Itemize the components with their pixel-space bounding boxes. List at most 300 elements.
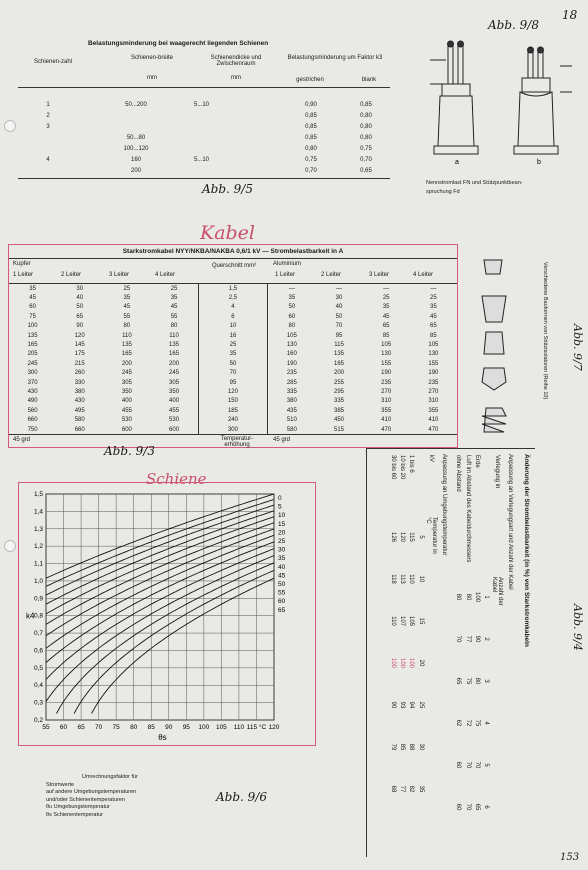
thickness-cell <box>194 132 280 143</box>
copper-value: 750 <box>27 426 38 433</box>
table-9-4-section-2: Anpassung an Umgebungstemperatur <box>441 454 448 556</box>
cable-count-label: Anzahl der Kabel <box>491 577 503 606</box>
copper-value: 215 <box>74 360 85 367</box>
voltage-range: 1 bis 6 <box>408 455 415 473</box>
table-row <box>18 165 390 176</box>
percent-value: 126 <box>389 531 396 542</box>
copper-value: 55 <box>123 313 131 320</box>
aluminium-value: 410 <box>381 417 392 424</box>
aluminium-value: 130 <box>381 351 392 358</box>
percent-value: 70 <box>464 761 471 769</box>
table-9-5-title: Belastungsminderung bei waagerecht liegenden Schienen <box>88 40 269 47</box>
voltage-range: 30 bis 60 <box>389 455 396 480</box>
temperature-value: 30 <box>417 743 424 751</box>
aluminium-value: 105 <box>381 342 392 349</box>
cable-count: 6 <box>483 805 490 809</box>
percent-value: 88 <box>408 743 415 751</box>
legend-line-2: auf andere Umgebungstemperaturen <box>46 789 137 795</box>
cross-section-value: 120 <box>198 387 268 396</box>
table-9-4 <box>370 454 530 854</box>
curve-label: 50 <box>278 581 286 588</box>
aluminium-value: 335 <box>334 398 345 405</box>
table-9-5-body <box>18 99 390 176</box>
curve-label: 10 <box>278 512 286 520</box>
percent-value: 70 <box>473 761 480 769</box>
x-tick-label: 100 <box>198 724 210 731</box>
table-row <box>453 454 462 828</box>
aluminium-value: 25 <box>430 295 437 302</box>
insulator-b-label: b <box>537 159 541 166</box>
conductor-count-header: 2 Leiter <box>321 272 342 278</box>
bare-factor-cell: 0,75 <box>360 145 372 152</box>
binder-hole <box>4 540 16 552</box>
copper-label: Kupfer <box>13 261 31 267</box>
temperature-value: 5 <box>417 535 424 539</box>
copper-value: 135 <box>169 342 180 349</box>
aluminium-value: 380 <box>286 398 297 405</box>
table-row <box>18 154 390 165</box>
copper-value: 50 <box>76 304 84 311</box>
table-row <box>9 293 457 302</box>
aluminium-value: 85 <box>430 332 437 339</box>
painted-factor-cell: 0,75 <box>305 156 317 163</box>
y-tick-label: 1,0 <box>33 577 43 585</box>
aluminium-value: 50 <box>288 304 296 311</box>
copper-value: 330 <box>74 379 85 386</box>
y-tick-label: 0,3 <box>33 699 43 707</box>
percent-value: 100 <box>408 657 415 668</box>
aluminium-value: 30 <box>335 295 343 302</box>
insulator-shape-5 <box>482 408 506 432</box>
bare-factor-cell: 0,85 <box>360 101 372 108</box>
copper-value: 350 <box>169 388 180 395</box>
aluminium-value: 285 <box>286 379 297 386</box>
width-cell: 50...200 <box>125 101 147 108</box>
percent-value: 65 <box>473 803 480 811</box>
percent-value: 105 <box>408 615 415 626</box>
thickness-cell: 5...10 <box>194 156 210 163</box>
insulator-shape-1 <box>484 260 502 274</box>
width-cell: 160 <box>130 156 141 163</box>
copper-value: 45 <box>123 304 131 311</box>
copper-value: 40 <box>76 295 84 302</box>
curve-label: 0 <box>278 495 282 502</box>
percent-value: 80 <box>455 593 462 601</box>
aluminium-value: 130 <box>428 351 439 358</box>
curve-label: 15 <box>278 520 286 528</box>
aluminium-value: 235 <box>381 379 392 386</box>
percent-value: 70 <box>464 803 471 811</box>
legend-title: Umrechnungsfaktor für <box>82 774 138 780</box>
insulator-a-label: a <box>455 159 459 166</box>
copper-value: 145 <box>74 342 85 349</box>
percent-value: 100 <box>473 591 480 602</box>
copper-value: 135 <box>121 342 132 349</box>
cross-section-value: 150 <box>198 397 268 406</box>
cross-section-value: 2,5 <box>198 293 268 302</box>
copper-value: 60 <box>29 304 36 311</box>
conductor-count-header: 1 Leiter <box>275 272 296 278</box>
aluminium-value: 235 <box>286 370 297 377</box>
percent-value: 107 <box>398 615 405 626</box>
table-row <box>482 454 491 828</box>
footer-right: 45 grd <box>273 437 291 444</box>
count-cell <box>18 143 78 154</box>
copper-value: 25 <box>170 285 178 292</box>
aluminium-value: 135 <box>334 351 345 358</box>
table-row <box>9 425 457 434</box>
table-row <box>9 369 457 378</box>
footer-left: 45 grd <box>13 437 31 444</box>
copper-value: 205 <box>27 351 38 358</box>
copper-value: 260 <box>74 370 85 377</box>
curve-label: 5 <box>278 503 282 511</box>
cross-section-value: 6 <box>198 312 268 321</box>
header-width: Schienen-breite <box>130 55 174 61</box>
header-painted: gestrichen <box>296 77 324 83</box>
copper-value: 35 <box>170 295 178 302</box>
aluminium-value: 105 <box>428 342 439 349</box>
copper-value: 135 <box>27 332 38 339</box>
percent-value: 85 <box>398 743 405 751</box>
figure-9-7-insulators <box>474 256 534 446</box>
width-cell: 50...80 <box>126 134 146 141</box>
voltage-label: kV <box>428 455 435 463</box>
count-cell: 3 <box>46 123 50 130</box>
x-tick-label: 55 <box>42 724 50 731</box>
copper-value: 495 <box>74 407 85 414</box>
aluminium-value: 155 <box>428 360 439 367</box>
header-bare: blank <box>361 77 377 83</box>
laying-type: Luft im Abstand des Kabeldurchmessers <box>464 455 471 563</box>
conductor-count-header: 3 Leiter <box>109 272 130 278</box>
copper-value: 660 <box>74 426 85 433</box>
x-tick-label: 80 <box>130 724 138 731</box>
cross-section-value: 300 <box>198 425 268 434</box>
insulator-a-drawing <box>430 41 478 154</box>
cross-section-value: 16 <box>198 331 268 340</box>
aluminium-value: 335 <box>286 388 297 395</box>
table-row <box>425 454 437 810</box>
copper-value: 75 <box>29 313 36 320</box>
curve-ambient-0 <box>46 494 274 578</box>
table-9-4-title: Änderung der Strombelastbarkeit (in %) von Starkstromkabeln <box>523 454 530 647</box>
aluminium-value: — <box>336 285 343 292</box>
aluminium-value: 50 <box>335 313 343 320</box>
table-9-3 <box>8 244 458 448</box>
copper-value: 25 <box>123 285 131 292</box>
copper-value: 400 <box>121 398 132 405</box>
temperature-value: 10 <box>417 575 424 583</box>
aluminium-value: 270 <box>381 388 392 395</box>
percent-value: 118 <box>389 574 396 584</box>
aluminium-value: 190 <box>428 370 439 377</box>
aluminium-value: 115 <box>334 342 344 349</box>
table-9-3-body <box>9 283 457 434</box>
label-9-7: Abb. 9/7 <box>571 324 584 371</box>
cable-count: 1 <box>483 595 490 599</box>
label-9-4: Abb. 9/4 <box>571 604 584 651</box>
copper-value: 455 <box>121 407 132 414</box>
y-axis-label: k4 <box>26 611 35 621</box>
painted-factor-cell: 0,80 <box>305 145 317 152</box>
aluminium-value: 435 <box>286 407 297 414</box>
x-axis-label: θs <box>158 733 167 742</box>
bare-factor-cell: 0,65 <box>360 167 372 174</box>
copper-value: 370 <box>27 379 38 386</box>
painted-factor-cell: 0,85 <box>305 134 317 141</box>
table-row <box>463 454 472 828</box>
aluminium-value: — <box>383 285 390 292</box>
x-tick-label: 65 <box>77 724 85 731</box>
percent-value: 93 <box>398 701 405 709</box>
table-row <box>9 340 457 349</box>
table-row <box>9 350 457 359</box>
cable-count: 5 <box>483 763 490 767</box>
figure-9-8-caption-2: spruchung Fd <box>426 189 460 195</box>
x-tick-label: 60 <box>59 724 68 731</box>
thickness-cell: 5...10 <box>194 101 210 108</box>
y-tick-label: 0,6 <box>33 647 43 655</box>
percent-value: 110 <box>408 574 415 584</box>
bare-factor-cell: 0,70 <box>360 156 372 163</box>
percent-value: 113 <box>398 574 405 584</box>
legend-line-3: und/oder Schienentemperaturen <box>46 796 125 803</box>
percent-value: 70 <box>455 635 462 643</box>
table-9-4-section-1: Anpassung an Verlegungsart und Anzahl der Kabel <box>507 454 513 590</box>
conductor-count-header: 4 Leiter <box>155 272 176 278</box>
percent-value: 100 <box>389 657 396 668</box>
curve-label: 30 <box>278 546 286 554</box>
percent-value: 94 <box>408 701 415 709</box>
binder-hole <box>4 120 16 132</box>
copper-value: 110 <box>169 332 179 339</box>
copper-value: 400 <box>169 398 180 405</box>
cross-section-value: 185 <box>198 406 268 415</box>
insulator-shape-3 <box>484 332 504 354</box>
aluminium-value: 200 <box>334 370 345 377</box>
insulator-b-drawing <box>514 47 572 154</box>
conductor-count-header: 4 Leiter <box>413 272 434 278</box>
table-row <box>407 454 416 810</box>
curve-label: 25 <box>278 538 286 545</box>
legend-line-1: Stromwerte <box>46 781 75 788</box>
label-9-8: Abb. 9/8 <box>488 18 539 32</box>
x-tick-label: 90 <box>165 724 173 731</box>
percent-value: 68 <box>389 785 396 793</box>
cross-section-value: 35 <box>198 350 268 359</box>
temperature-value: 35 <box>417 785 424 793</box>
copper-value: 245 <box>27 360 38 367</box>
figure-9-7-caption: Verschiedene Bauformen von Stützisolatoren (Reihe 10) <box>542 262 548 400</box>
copper-value: 35 <box>123 295 131 302</box>
header-thick-unit: mm <box>231 75 241 81</box>
table-9-5-header <box>18 47 390 87</box>
handwritten-schiene: Schiene <box>146 470 207 488</box>
copper-value: 165 <box>169 351 180 358</box>
aluminium-value: 65 <box>382 323 390 330</box>
aluminium-value: 190 <box>381 370 392 377</box>
chart-9-6-legend <box>46 774 206 819</box>
cross-section-value: 50 <box>198 359 268 368</box>
y-tick-label: 0,9 <box>33 595 43 603</box>
percent-value: 77 <box>464 635 471 643</box>
aluminium-value: 60 <box>288 313 296 320</box>
cable-count: 2 <box>483 637 490 641</box>
header-thick: Schienendicke und Zwischenraum <box>210 55 262 67</box>
percent-value: 100 <box>398 657 405 668</box>
cross-section-value: 95 <box>198 378 268 387</box>
aluminium-value: 95 <box>335 332 343 339</box>
table-row <box>9 284 457 294</box>
aluminium-value: — <box>288 285 295 292</box>
cross-section-value: 25 <box>198 340 268 349</box>
page-number-bottom: 153 <box>560 852 580 863</box>
caption-9-3: Abb. 9/3 <box>104 444 155 458</box>
percent-value: 110 <box>389 616 396 626</box>
count-cell <box>18 165 78 176</box>
cross-section-value: 10 <box>198 322 268 331</box>
aluminium-value: 105 <box>286 332 297 339</box>
figure-9-8-caption-1: Nennstromlast FN und Stützpunktbean- <box>426 180 523 186</box>
copper-value: 430 <box>27 388 38 395</box>
table-9-5 <box>18 40 390 196</box>
aluminium-value: 45 <box>430 313 437 320</box>
aluminium-value: 580 <box>286 426 297 433</box>
table-9-4-laying <box>453 454 503 828</box>
copper-value: 305 <box>121 379 132 386</box>
copper-value: 200 <box>121 360 132 367</box>
copper-value: 350 <box>121 388 132 395</box>
thickness-cell <box>194 121 280 132</box>
cross-section-value: 4 <box>198 303 268 312</box>
copper-value: 90 <box>76 323 84 330</box>
chart-9-6 <box>20 484 314 744</box>
cable-count: 4 <box>483 721 490 725</box>
aluminium-value: 35 <box>288 295 296 302</box>
y-tick-label: 0,4 <box>33 682 43 690</box>
cross-section-value: 1,5 <box>198 284 268 294</box>
y-tick-label: 0,8 <box>33 612 43 620</box>
copper-value: 200 <box>169 360 180 367</box>
laying-type: Erde <box>473 455 480 468</box>
bare-factor-cell: 0,80 <box>360 134 372 141</box>
curve-label: 20 <box>278 529 286 537</box>
percent-value: 80 <box>473 677 480 685</box>
aluminium-value: 510 <box>286 417 297 424</box>
bare-factor-cell: 0,80 <box>360 123 372 130</box>
table-row <box>388 454 397 810</box>
conductor-count-header: 3 Leiter <box>369 272 390 278</box>
curve-label: 55 <box>278 589 286 597</box>
temperature-value: 20 <box>417 659 424 667</box>
table-9-3-header <box>9 258 457 283</box>
aluminium-value: 80 <box>288 323 296 330</box>
painted-factor-cell: 0,85 <box>305 112 317 119</box>
copper-value: 660 <box>27 417 38 424</box>
copper-value: 165 <box>27 342 38 349</box>
y-tick-label: 0,7 <box>33 630 43 638</box>
temperature-value: 25 <box>417 701 424 709</box>
copper-value: 35 <box>29 285 36 292</box>
header-factor: Belastungsminderung um Faktor k3 <box>287 55 383 61</box>
x-tick-label: 85 <box>147 724 155 731</box>
aluminium-value: 255 <box>334 379 345 386</box>
copper-value: 530 <box>169 417 180 424</box>
painted-factor-cell: 0,90 <box>305 101 317 108</box>
copper-value: 380 <box>74 388 85 395</box>
table-9-3-title: Starkstromkabel NYY/NKBA/NAKBA 0,6/1 kV — Strombelastbarkeit in A <box>122 248 344 255</box>
thickness-cell <box>194 110 280 121</box>
aluminium-value: 25 <box>382 295 390 302</box>
caption-9-6: Abb. 9/6 <box>216 790 267 804</box>
aluminium-value: 35 <box>382 304 390 311</box>
percent-value: 75 <box>464 677 471 685</box>
percent-value: 80 <box>464 593 471 601</box>
copper-value: 245 <box>169 370 180 377</box>
painted-factor-cell: 0,70 <box>305 167 317 174</box>
temperature-value: 15 <box>417 617 424 625</box>
copper-value: 245 <box>121 370 132 377</box>
width-cell: 200 <box>130 167 141 174</box>
y-tick-label: 0,2 <box>33 717 43 724</box>
aluminium-value: 35 <box>430 304 437 311</box>
legend-line-5: θs Schienentemperatur <box>46 811 103 818</box>
curve-ambient-10 <box>46 505 274 595</box>
copper-value: 110 <box>122 332 132 339</box>
aluminium-value: 515 <box>334 426 345 433</box>
aluminium-value: — <box>430 285 437 292</box>
plot-area <box>46 494 274 720</box>
count-cell: 2 <box>46 112 50 119</box>
table-row <box>18 110 390 121</box>
y-tick-label: 1,1 <box>33 560 43 568</box>
aluminium-value: 190 <box>286 360 297 367</box>
aluminium-value: 165 <box>334 360 345 367</box>
aluminium-value: 65 <box>430 323 437 330</box>
copper-value: 80 <box>170 323 178 330</box>
count-cell: 4 <box>46 156 50 163</box>
table-row <box>18 121 390 132</box>
aluminium-value: 85 <box>382 332 390 339</box>
caption-9-5: Abb. 9/5 <box>202 182 253 196</box>
copper-value: 305 <box>169 379 180 386</box>
copper-value: 300 <box>27 370 38 377</box>
curve-label: 45 <box>278 572 286 580</box>
thickness-cell <box>194 165 280 176</box>
percent-value: 90 <box>389 701 396 709</box>
insulator-shape-2 <box>482 296 506 322</box>
table-row <box>472 454 481 828</box>
table-cell <box>482 454 491 576</box>
width-cell: 100...120 <box>123 145 149 152</box>
percent-value: 60 <box>455 803 462 811</box>
aluminium-value: 450 <box>334 417 345 424</box>
count-cell <box>18 132 78 143</box>
count-cell: 1 <box>46 101 50 108</box>
copper-value: 165 <box>121 351 132 358</box>
table-row <box>9 397 457 406</box>
aluminium-value: 155 <box>381 360 392 367</box>
header-count: Schienen-zahl <box>33 59 73 65</box>
aluminium-value: 310 <box>381 398 392 405</box>
curve-ambient-40 <box>46 542 274 663</box>
x-tick-label: 95 <box>182 724 190 731</box>
table-row <box>491 454 503 828</box>
percent-value: 75 <box>473 719 480 727</box>
aluminium-value: 45 <box>382 313 390 320</box>
percent-value: 90 <box>473 635 480 643</box>
